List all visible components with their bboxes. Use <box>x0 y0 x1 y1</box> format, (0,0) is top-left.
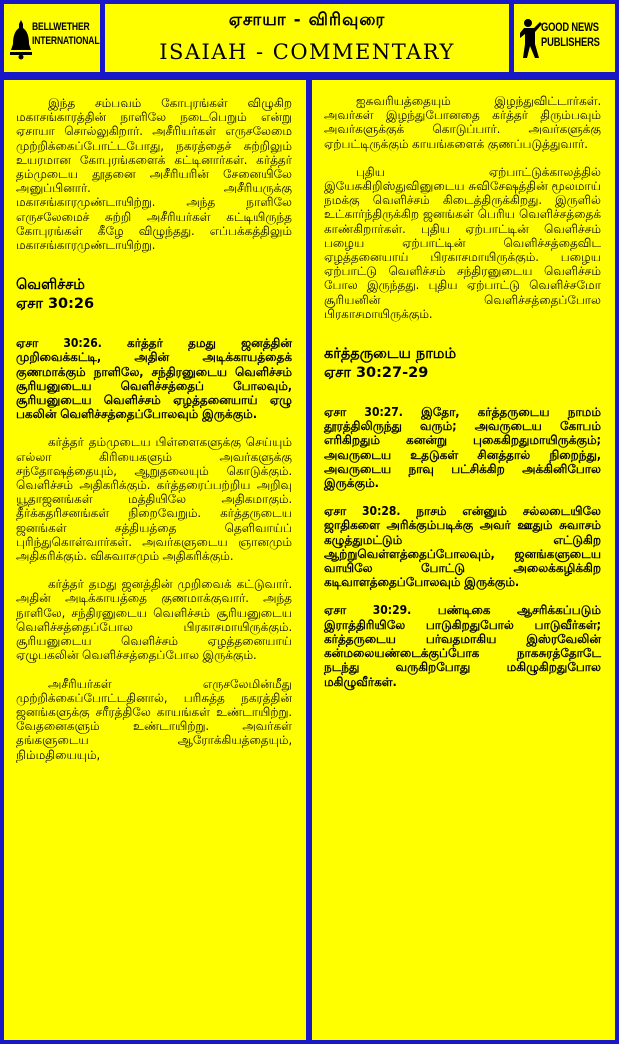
content-frame <box>0 76 619 1044</box>
verse-text: ஏசா 30:28. நாசம் என்னும் சல்லடையிலே ஜாதிகளை அரிக்கும்படிக்கு அவர் ஊதும் சுவாசம் கழுத்துமட்டும் எட்டுகிற ஆற்றுவெள்ளத்தைப்போலவும், ஜனங்களுடைய வாயிலே போட்டு அலைக்கழிக்கிற கடிவாளத்தைப்போலவும் இருக்கும். <box>324 504 601 590</box>
left-column <box>4 80 306 1040</box>
section-title: வெளிச்சம் <box>16 277 85 294</box>
title-tamil: ஏசாயா - விரிவுரை <box>228 10 386 30</box>
title-box <box>105 4 509 72</box>
section-reference: ஏசா 30:27-29 <box>324 365 429 382</box>
good-news-figure-icon <box>520 18 542 60</box>
bellwether-bell-icon <box>10 18 32 60</box>
logo-left-line1: BELLWETHER <box>32 21 90 33</box>
header-bar <box>0 0 619 76</box>
paragraph: புதிய ஏற்பாட்டுக்காலத்தில் இயேசுகிறிஸ்துவினுடைய சுவிசேஷத்தின் மூலமாய் நமக்கு வெளிச்சம் கிடைத்திருக்கிறது. இருளில் உட்கார்ந்திருக்கிற ஜனங்கள் பெரிய வெளிச்சத்தைக் காண்கிறார்கள். புதிய ஏற்பாட்டின் வெளிச்சம் பழைய ஏற்பாட்டின் வெளிச்சத்தைவிட ஏழத்தனையாய் பிரகாசமாயிருக்கும். பழைய ஏற்பாட்டு வெளிச்சம் சந்திரனுடைய வெளிச்சம் போல இருந்தது. புதிய ஏற்பாட்டு வெளிச்சமோ சூரியனின் வெளிச்சத்தைப்போல பிரகாசமாயிருக்கும். <box>324 164 601 321</box>
logo-left-line2: INTERNATIONAL <box>32 35 100 47</box>
logo-right-line1: GOOD NEWS <box>541 20 599 34</box>
verse-text: ஏசா 30:26. கர்த்தர் தமது ஜனத்தின் முறிவைக்கட்டி, அதின் அடிக்காயத்தைக் குணமாக்கும் நாளிலே, சந்திரனுடைய வெளிச்சம் சூரியனுடைய வெளிச்சத்தைப் போலவும், சூரியனுடைய வெளிச்சம் ஏழத்தனையாய் ஏழு பகலின் வெளிச்சத்தைப்போலவும் இருக்கும். <box>16 336 292 422</box>
paragraph: கர்த்தர் தம்முடைய பிள்ளைகளுக்கு செய்யும் எல்லா கிரியைகளும் அவர்களுக்கு சந்தோஷத்தையும், ஆறுதலையும் கொடுக்கும். வெளிச்சம் அதிகரிக்கும். கர்த்தரைப்பற்றிய அறிவு யூதாஜனங்கள் மத்தியிலே அதிகமாகும். தீர்க்கதரிசனங்கள் நிறைவேறும். கர்த்தருடைய ஜனங்கள் சத்தியத்தை தெளிவாய்ப் புரிந்துகொள்வார்கள். அவர்களுடைய ஞானமும் அதிகரிக்கும். விசுவாசமும் அதிகரிக்கும். <box>16 435 292 564</box>
paragraph: இந்த சம்பவம் கோபுரங்கள் விழுகிற மகாசங்காரத்தின் நாளிலே நடைபெறும் என்று ஏசாயா சொல்லுகிறார். அசீரியர்கள் எருசலேமை முற்றிக்கைப்போட்டபோது, நகரத்தைச் சுற்றிலும் உயரமான கோபுரங்களைக் கட்டினார்கள். கர்த்தர் தம்முடைய தூதனை அசீரியரின் சேனையிலே அனுப்பினார். அசீரியருக்கு மகாசங்காரமுண்டாயிற்று. அந்த நாளிலே எருசலேமைச் சுற்றி அசீரியர்கள் கட்டியிருந்த கோபுரங்கள் கீழே விழுந்தது. எப்பக்கத்திலும் மகாசங்காரமுண்டாயிற்று. <box>16 96 292 253</box>
logo-right-line2: PUBLISHERS <box>541 35 600 49</box>
bellwether-logo <box>4 4 100 72</box>
verse-text: ஏசா 30:29. பண்டிகை ஆசரிக்கப்படும் இராத்திரியிலே பாடுகிறதுபோல் பாடுவீர்கள்; கர்த்தருடைய பர்வதமாகிய இஸ்ரவேலின் கன்மலையண்டைக்குப்போக நாகசுரத்தோடே நடந்து வருகிறபோது மகிழுகிறதுபோல மகிழுவீர்கள். <box>324 603 601 689</box>
paragraph: கர்த்தர் தமது ஜனத்தின் முறிவைக் கட்டுவார். அதின் அடிக்காயத்தை குணமாக்குவார். அந்த நாளிலே, சந்திரனுடைய வெளிச்சம் சூரியனுடைய வெளிச்சத்தைப்போல பிரகாசமாயிருக்கும். சூரியனுடைய வெளிச்சம் ஏழத்தனையாய் ஏழுபகலின் வெளிச்சத்தைப்போல இருக்கும். <box>16 577 292 663</box>
right-column <box>312 80 615 1040</box>
section-reference: ஏசா 30:26 <box>16 296 95 313</box>
section-heading <box>16 276 292 314</box>
section-title: கர்த்தருடைய நாமம் <box>324 346 457 363</box>
good-news-logo <box>514 4 615 72</box>
paragraph: ஐசுவரியத்தையும் இழந்துவிட்டார்கள். அவர்கள் இழந்துபோனதை கர்த்தர் திரும்பவும் அவர்களுக்குக் கொடுப்பார். அவர்களுக்கு ஏற்பட்டிருக்கும் காயங்களைக் குணப்படுத்துவார். <box>324 94 601 151</box>
section-heading <box>324 345 601 383</box>
verse-text: ஏசா 30:27. இதோ, கர்த்தருடைய நாமம் தூரத்திலிருந்து வரும்; அவருடைய கோபம் எரிகிறதும் கனன்று புகைகிறதுமாயிருக்கும்; அவருடைய உதடுகள் சினத்தால் நிறைந்து, அவருடைய நாவு பட்சிக்கிற அக்கினிபோல இருக்கும். <box>324 405 601 491</box>
title-english: ISAIAH - COMMENTARY <box>159 40 455 64</box>
paragraph: அசீரியர்கள் எருசலேமின்மீது முற்றிக்கைப்போட்டதினால், பரிசுத்த நகரத்தின் ஜனங்களுக்கு சரீரத்திலே காயங்கள் உண்டாயிற்று. வேதனைகளும் உண்டாயிற்று. அவர்கள் தங்களுடைய ஆரோக்கியத்தையும், நிம்மதியையும், <box>16 676 292 762</box>
